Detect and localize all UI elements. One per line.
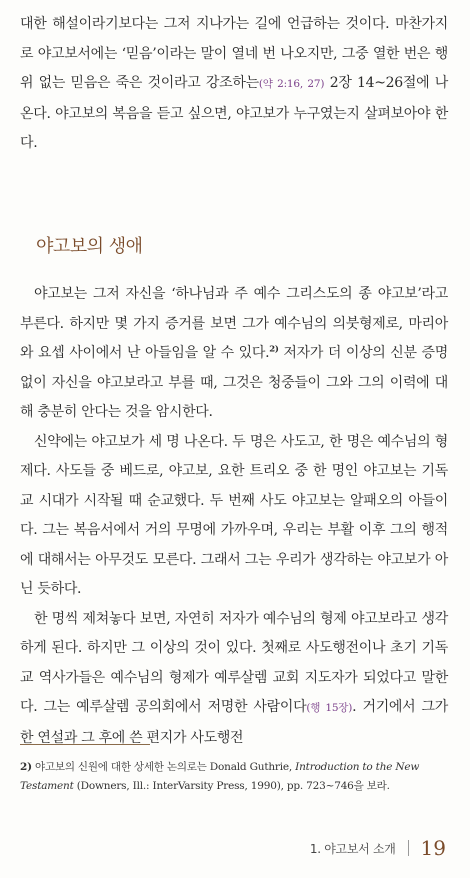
footnote xyxy=(20,758,448,796)
scripture-reference: (행 15장) xyxy=(306,702,353,714)
section-body xyxy=(20,280,448,753)
body-paragraph-1-text-a: 야고보는 그저 자신을 ‘하나님과 주 예수 그리스도의 종 야고보’라고 부른다. 하지만 몇 가지 증거를 보면 그가 예수님의 의붓형제로, 마리아와 요셉 사이에서 난 아들임을 알 수 있다. xyxy=(20,286,448,361)
scripture-reference: (약 2:16, 27) xyxy=(258,78,325,90)
body-paragraph-3 xyxy=(20,605,448,754)
footnote-marker: 2) xyxy=(269,344,279,355)
page-number: 19 xyxy=(420,836,446,860)
footnote-book-title: Introduction to the New Testament xyxy=(20,761,420,792)
body-paragraph-2: 신약에는 야고보가 세 명 나온다. 두 명은 사도고, 한 명은 예수님의 형제다. 사도들 중 베드로, 야고보, 요한 트리오 중 한 명인 야고보는 기독교 시대가 시작될 때 순교했다. 두 번째 사도 야고보는 알패오의 아들이다. 그는 복음서에서 거의 무명에 가까우며, 우리는 부활 이후 그의 행적에 대해서는 아무것도 모른다. 그래서 그는 우리가 생각하는 야고보가 아닌 듯하다. xyxy=(20,433,448,597)
intro-paragraph xyxy=(20,10,448,159)
section-heading: 야고보의 생애 xyxy=(36,236,143,257)
page-footer xyxy=(310,836,446,860)
running-footer-chapter: 1. 야고보서 소개 xyxy=(309,841,396,856)
footnote-number: 2) xyxy=(20,761,32,773)
intro-text-part2: 2장 14~26절에 나온다. 야고보의 복음을 듣고 싶으면, 야고보가 누구였는지 살펴보아야 한다. xyxy=(20,75,448,151)
footnote-divider xyxy=(20,744,150,745)
intro-text-part1: 대한 해설이라기보다는 그저 지나가는 길에 언급하는 것이다. 마찬가지로 야고보서에는 ‘믿음’이라는 말이 열네 번 나오지만, 그중 열한 번은 행위 없는 믿음은 죽은 것이라고 강조하는 xyxy=(20,16,448,91)
footnote-text-after: (Downers, Ill.: InterVarsity Press, 1990), pp. 723~746을 보라. xyxy=(73,780,390,792)
body-paragraph-1-text-b: 저자가 더 이상의 신분 증명 없이 자신을 야고보라고 부를 때, 그것은 청중들이 그와 그의 이력에 대해 충분히 안다는 것을 암시한다. xyxy=(20,345,448,420)
footer-divider xyxy=(408,840,409,856)
intro-text xyxy=(20,10,448,159)
body-paragraph-3-text-a: 한 명씩 제쳐놓다 보면, 자연히 저자가 예수님의 형제 야고보라고 생각하게 된다. 하지만 그 이상의 것이 있다. 첫째로 사도행전이나 초기 기독교 역사가들은 예수님의 형제가 예루살렘 교회 지도자가 되었다고 말한다. 그는 예루살렘 공의회에서 저명한 사람이다 xyxy=(20,610,448,715)
footnote-text-before: 야고보의 신원에 대한 상세한 논의로는 Donald Guthrie, xyxy=(31,761,296,773)
body-paragraph-1 xyxy=(20,280,448,428)
body-paragraph-3-text-b: . 거기에서 그가 한 연설과 그 후에 쓴 편지가 사도행전 xyxy=(20,699,448,746)
